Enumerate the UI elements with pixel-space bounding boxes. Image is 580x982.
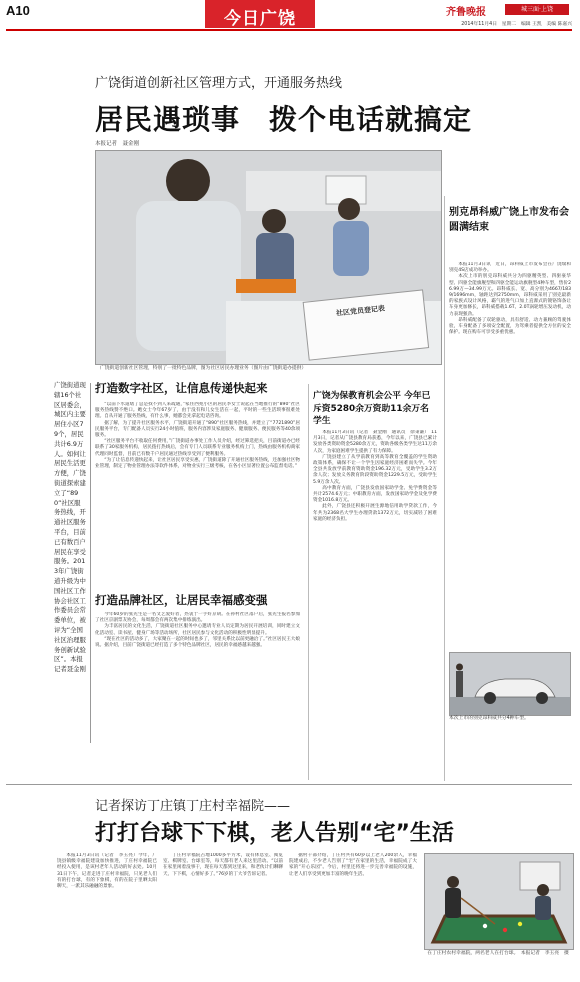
sub2-paragraph: 为丰富居民的文化生活，广饶街道社区服务中心邀请专业人员定期为居民开展培训，同时建立文化活动室、读书屋、健身广场等活动场所，社区居民参与文化活动的积极性明显提升。: [95, 624, 300, 636]
right-paragraph: 昂科威配备了双轮驱动，具有舒适、动力兼顾的驾驶体验，车身配备了多项安全配置，为驾乘者提供全方位的安全保护。现在购车可享受多重优惠。: [449, 317, 571, 336]
right-column-rule: [444, 196, 445, 781]
sub2-paragraph: 今年60岁的张先生是一名文艺爱好者，热衷于一手好京胡。在孙村社区落户后，张先生报名参加了社区京剧票友协会，每周都会有两次集中排练演出。: [95, 612, 300, 624]
bottom-headline: 打打台球下下棋，老人告别“宅”生活: [95, 821, 454, 846]
main-photo: [95, 150, 442, 365]
middle-story-title: 广饶为保教育机会公平 今年已斥资5280余万资助11余万名学生: [313, 391, 431, 426]
left-column-rule: [90, 383, 91, 743]
main-headline: 居民遇琐事 拨个电话就搞定: [95, 103, 473, 136]
bottom-col-2: 丁庄村幸福院占地1000多平方米，设有休息室、阅览室、棋牌室、台球室等，每天都有老人来这里活动。“以前在家里闲着没事干，现在每天都到这里来，和老伙计们聊聊天、下下棋，心情好多了。”76岁的丁大爷告诉记者。: [163, 853, 283, 877]
right-story-title: 别克昂科威广饶上市发布会圆满结束: [449, 207, 569, 233]
middle-paragraph: 高中教育方面，广饶县发放国家助学金、免学费资金等共计2574.6万元；中职教育方面，发放国家助学金及免学费资金1016.8万元。: [313, 485, 437, 504]
bottom-kicker: 记者探访丁庄镇丁庄村幸福院——: [95, 799, 291, 814]
middle-story-body: [313, 430, 437, 770]
date-line: 2014年11月4日 星期二 编辑 王凯 美编 陈嘉兴: [461, 22, 572, 27]
sub1-paragraph: “以前下水道堵了总是找不到人来疏通，”家住西苑小区的居民李女士说起在当地推行的“890”社区服务热线赞不绝口。她女士今年67岁了，由于没有和儿女生活在一起，平时的一些生活琐事很难处理。自从开通了服务热线，有什么事，她都会先拿起电话咨询。: [95, 402, 300, 420]
section-title: 今日广饶: [224, 9, 296, 29]
middle-paragraph: 广饶县建立了从学前教育到高等教育全覆盖的学生资助政策体系，确保不让一个学生因家庭经济困难而失学。今年全县共发放学前教育资助资金196.32万元，受助学生3.2万余人次；发放义务教育阶段资助资金1229.5万元，受助学生5.9万余人次。: [313, 454, 437, 485]
masthead-rule: [6, 29, 572, 31]
sub1-paragraph: “为了让信息传递快起来，让社区居民享受实惠，广饶街道除了开通社区服务热线，还加强社区物业管理，制定了物业管理办法等软件体系，对物业实行三级考核，在各小区显著位置公布监督电话。”: [95, 457, 300, 470]
billiards-room-illustration: [425, 854, 573, 949]
right-story-body: [449, 262, 571, 640]
page-number: A10: [6, 3, 30, 18]
middle-paragraph: 此外，广饶县还积极开展生源地信用助学贷款工作，今年共为2368名大学生办理贷款1372万元，切实减轻了困难家庭的经济负担。: [313, 504, 437, 522]
car-photo: [449, 652, 571, 716]
sub2-title: 打造品牌社区，让居民幸福感变强: [95, 593, 268, 607]
sub2-body: [95, 612, 300, 774]
left-column-text: 广饶街道现辖16个社区居委会，城区内主要居住小区79个，居民共计6.9万人。如何让居民生活更方便，广饶街道探索建立了“890”社区服务热线，开通社区服务平台，目前已有数百户居民在享受服务。2013年广饶街道升级为中国社区工作协会社区工作委员会常委单位，被评为“全国社区治理服务创新试验区”。本报记者聂金刚: [54, 381, 86, 674]
sub1-body: [95, 402, 300, 590]
middle-column-rule: [308, 384, 309, 780]
newspaper-logo: 齐鲁晚报: [446, 7, 486, 18]
bottom-col-3: 据村干部介绍，丁庄村共有60岁以上老人200余人，幸福院建成后，不少老人告别了“宅”在家里的生活，幸福院成了大家的“开心乐园”。今后，村里还将进一步完善幸福院的设施，让老人们享受到更加丰富的晚年生活。: [289, 853, 417, 877]
right-paragraph: 本次上市的别克昂科威共分为四驱精英型、四驱豪华型、四驱全能旗舰型和四驱全能运动旗舰型4种车型，售价26.99万—34.99万元。昂科威长、宽、高分别为4667/1839/1696mm，轴距达到2750mm，昂科威采用了别克最新的家族式设计风格，霸气的进气口加上直瀑式的镀铬饰条让车身更加修长，昂科威搭载1.6T、2.0T涡轮增压发动机，动力表现强劲。: [449, 274, 571, 317]
main-byline: 本报记者 聂金刚: [95, 141, 140, 147]
billiards-photo-caption: 在丁庄村农村幸福院，两名老人在打台球。 本报记者 李玉亮 摄: [427, 951, 569, 956]
car-photo-caption: 本次上市的别克昂科威共分4种车型。: [449, 716, 529, 721]
sub2-paragraph: “现在社区的活动多了，大家聚在一起的时间也多了，邻里关系比以前更融洽了。”社区居民王大娘说。据介绍，目前广饶街道已经打造了多个特色品牌社区，居民的幸福感越来越强。: [95, 636, 300, 649]
sub1-paragraph: “社区服务平台不收取任何费用，”广饶街道办事处工作人员介绍，经过筛选把关，目前街道办已经联系了30家服务机构，居民拨打热线后，会有专门人员联系专业服务机构上门，热线由服务机构商家代理同时监督，目前已有数千户居民通过热线享受到了便利服务。: [95, 439, 300, 457]
edition-badge: 城三面·上饶: [505, 4, 569, 15]
office-scene-illustration: [96, 151, 441, 364]
main-photo-caption: 广饶街道创新社区管理，特别了一批特色品牌，图为社区居民办理业务（图片由广饶街道办提供）: [100, 366, 307, 371]
registration-form-label: 社区党员登记表: [335, 304, 386, 318]
billiards-photo: [424, 853, 574, 950]
right-paragraph: 本报11月3日讯 近日，昂科威上市发布会在广饶瑞和别克4S店成功举办。: [449, 262, 571, 274]
sub1-title: 打造数字社区，让信息传递快起来: [95, 381, 268, 395]
middle-paragraph: 本报11月3日讯（记者 聂金刚 通讯员 徐秉谦） 11月3日，记者从广饶县教育局获悉，今年以来，广饶县已累计发放各类资助资金5280余万元，资助各级各类学生达11万余人次，为家庭困难学生提供了有力保障。: [313, 430, 437, 454]
main-kicker: 广饶街道创新社区管理方式，开通服务热线: [95, 76, 343, 91]
bottom-col-1: 本报11月3日讯（记者 李玉亮）今年，广饶县镇级幸福院建设加快推进，丁庄村幸福院已经投入使用，是该村老年人活动的好去处。10月31日下午，记者走进丁庄村幸福院，只见老人们有的打台球，有的下象棋，有的在院子里晒太阳聊天，一派其乐融融的景象。: [57, 853, 157, 890]
car-showroom-illustration: [450, 653, 570, 715]
bottom-story-top-rule: [6, 784, 572, 785]
sub1-paragraph: 据了解，为了提升社区服务水平，广饶街道开通了“890”社区服务热线，并建立了“7721890”居民服务平台，专门配备人员实行24小时值班，服务内容涉及家庭服务、健康服务、便民服务等40余项服务。: [95, 420, 300, 439]
